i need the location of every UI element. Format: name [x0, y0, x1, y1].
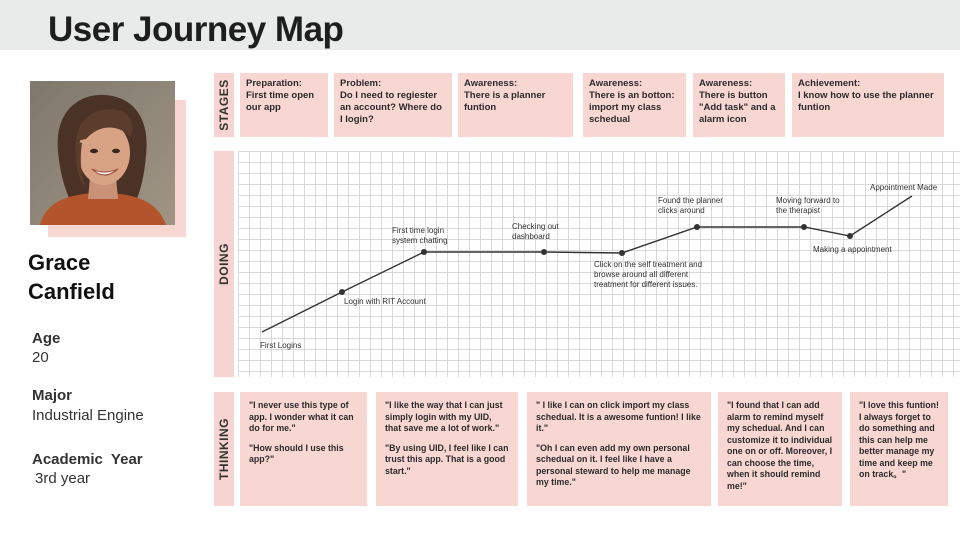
stage-text: Do I need to regiester an account? Where do I login? [340, 90, 442, 125]
year-label: Academic Year [32, 451, 143, 468]
journey-step-label: Checking out dashboard [512, 222, 559, 241]
row-label-thinking-text: THINKING [217, 418, 231, 480]
journey-step-label: Making a appointment [813, 245, 892, 254]
thinking-quote: "I love this funtion! I always forget to do something and this can help me better manage my time and keep me on track。" [859, 400, 939, 479]
major-value: Industrial Engine [32, 407, 144, 424]
thinking-quote: "By using UID, I feel like I can trust this app. That is a good start." [385, 442, 509, 476]
thinking-quote: "How should I use this app?" [249, 442, 344, 464]
journey-point [421, 249, 427, 255]
thinking-card [850, 392, 948, 506]
thinking-quote: "I never use this type of app. I wonder what it can do for me." [249, 400, 354, 433]
journey-point [801, 224, 807, 230]
journey-point [847, 233, 853, 239]
thinking-card [376, 392, 518, 506]
thinking-card [718, 392, 842, 506]
stage-title: Preparation: [246, 78, 302, 89]
thinking-card [240, 392, 367, 506]
row-label-doing-text: DOING [217, 243, 231, 285]
journey-point [541, 249, 547, 255]
journey-point [694, 224, 700, 230]
thinking-quote: "I like the way that I can just simply login with my UID, that save me a lot of work." [385, 400, 503, 433]
age-label: Age [32, 330, 61, 347]
journey-step-label: Moving forward to the therapist [776, 196, 840, 215]
journey-step-label: First Logins [260, 341, 302, 350]
thinking-quote: " I like I can on click import my class schedual. It is a awesome funtion! I like it." [536, 400, 701, 433]
stage-title: Awareness: [464, 78, 518, 89]
page-title: User Journey Map [48, 10, 344, 49]
row-label-stages-text: STAGES [217, 79, 231, 131]
stage-title: Awareness: [589, 78, 643, 89]
stage-title: Awareness: [699, 78, 753, 89]
journey-step-label: Login with RIT Account [344, 297, 426, 306]
stage-text: There is an botton: import my class schedual [589, 90, 675, 125]
stage-text: First time open our app [246, 90, 315, 113]
stage-title: Problem: [340, 78, 382, 89]
journey-point [339, 289, 345, 295]
stage-text: There is button "Add task" and a alarm icon [699, 90, 776, 125]
journey-point [619, 250, 625, 256]
thinking-quote: "I found that I can add alarm to remind myself my schedual. And I can customize it to individual one on or off. Moreover, I can choose the time, when it should remind me!" [727, 400, 833, 491]
stage-text: There is a planner funtion [464, 90, 546, 113]
year-value: 3rd year [35, 470, 91, 487]
journey-step-label: First time login system chatting [392, 226, 448, 245]
journey-step-label: Found the planner clicks around [658, 196, 723, 215]
major-label: Major [32, 387, 73, 404]
persona-name: Grace Canfield [28, 250, 115, 304]
journey-step-label: Appointment Made [870, 183, 938, 192]
journey-path [262, 196, 912, 332]
thinking-card [527, 392, 711, 506]
age-value: 20 [32, 349, 49, 366]
stage-title: Achievement: [798, 78, 861, 89]
journey-step-label: Click on the self treatment and browse around all different treatment for different issues. [594, 260, 703, 289]
thinking-quote: "Oh I can even add my own personal schedual on it. I feel like I have a personal steward to help me manage my time." [536, 442, 691, 487]
stage-text: I know how to use the planner funtion [798, 90, 934, 113]
